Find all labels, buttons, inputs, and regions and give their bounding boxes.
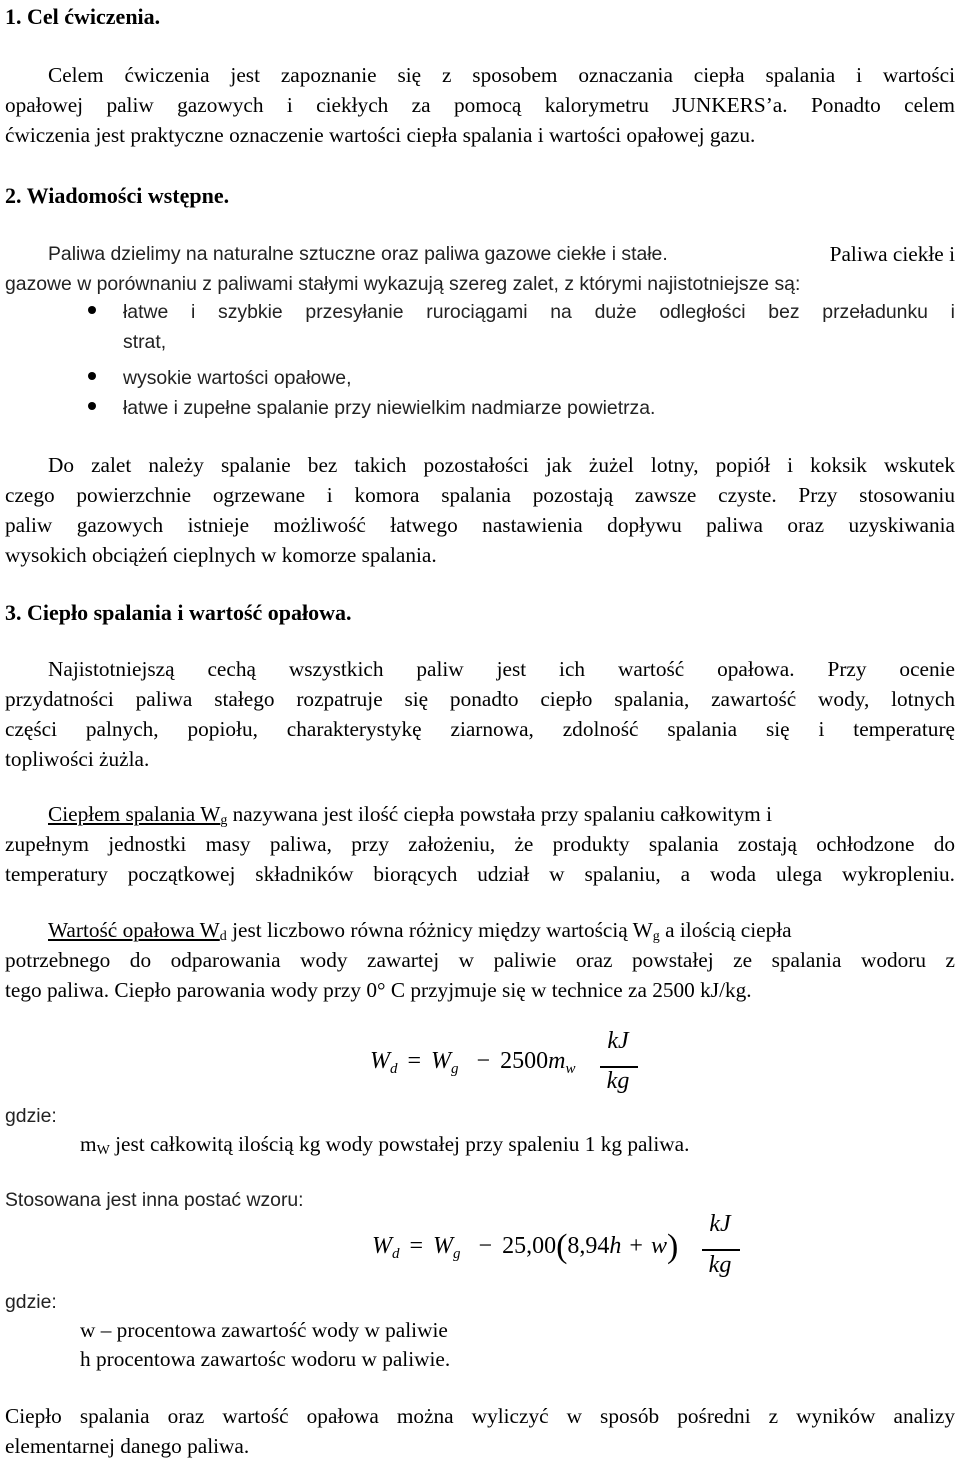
sec2-para2-line-2: czego powierzchnie ogrzewane i komora spalania pozostają zawsze czyste. Przy stosowaniu [5,483,955,507]
alt-formula-intro: Stosowana jest inna postać wzoru: [5,1189,304,1211]
sec3-para1-line-1: Najistotniejszą cechą wszystkich paliw jest ich wartość opałowa. Przy ocenie [48,657,955,681]
sec2-intro-line-2: gazowe w porównaniu z paliwami stałymi wykazują szereg zalet, z którymi najistotniejsze są: [5,273,801,295]
gdzie-label-1: gdzie: [5,1105,57,1127]
def1-line-2: zupełnym jednostki masy paliwa, przy założeniu, że produkty spalania zostają ochłodzone do [5,832,955,856]
sec3-para1-line-2: przydatności paliwa stałego rozpatruje się ponadto ciepło spalania, zawartość wody, lotnych [5,687,955,711]
def2-line-2: potrzebnego do odparowania wody zawartej w paliwie oraz powstałej ze spalania wodoru z [5,948,955,972]
sec2-intro-tail: Paliwa ciekłe i [829,242,955,266]
formula-1-unit-denominator: kg [606,1068,630,1094]
sec2-intro: Paliwa dzielimy na naturalne sztuczne oraz paliwa gazowe ciekłe i stałe. [48,243,668,265]
bullet-item-3: łatwe i zupełne spalanie przy niewielkim nadmiarze powietrza. [123,397,656,419]
sec2-para2-line-1: Do zalet należy spalanie bez takich pozostałości jak żużel lotny, popiół i koksik wskutek [48,453,955,477]
bullet-dot [88,306,96,314]
bullet-item-1-cont: strat, [123,331,167,353]
def-h: h procentowa zawartośc wodoru w paliwie. [80,1347,451,1371]
formula-2: $W_d = W_g - 25,00(8,94h + w)$ [372,1228,679,1265]
bullet-item-1: łatwe i szybkie przesyłanie rurociągami na duże odległości bez przeładunku i [123,301,955,323]
closing-line-2: elementarnej danego paliwa. [5,1434,250,1458]
sec1-line-2: opałowej paliw gazowych i ciekłych za pomocą kalorymetru JUNKERS’a. Ponadto celem [5,93,955,117]
bullet-item-2: wysokie wartości opałowe, [123,367,352,389]
section-1-heading: 1. Cel ćwiczenia. [5,4,161,29]
sec3-para1-line-3: części palnych, popiołu, charakterystykę ziarnowa, zdolność spalania się i temperaturę [5,717,955,741]
sec3-para1-line-4: topliwości żużla. [5,747,150,771]
mw-definition: $m_W$ jest całkowitą ilością kg wody powstałej przy spaleniu 1 kg paliwa. [80,1132,690,1158]
sec2-para2-line-4: wysokich obciążeń cieplnych w komorze spalania. [5,543,437,567]
sec2-para2-line-3: paliw gazowych istnieje możliwość łatwego nastawienia dopływu paliwa oraz uzyskiwania [5,513,955,537]
definition-heat-of-combustion: Ciepłem spalania $W_g$ nazywana jest ilość ciepła powstała przy spalaniu całkowitym i [48,802,772,828]
definition-calorific-value: Wartość opałowa $W_d$ jest liczbowo równa różnicy między wartością $W_g$ a ilością ciepła [48,918,792,944]
closing-line-1: Ciepło spalania oraz wartość opałowa można wyliczyć w sposób pośredni z wyników analizy [5,1404,955,1428]
sec1-line-3: ćwiczenia jest praktyczne oznaczenie wartości ciepła spalania i wartości opałowej gazu. [5,123,756,147]
bullet-dot [88,402,96,410]
def-w: w – procentowa zawartość wody w paliwie [80,1318,448,1342]
formula-2-unit-denominator: kg [708,1252,732,1278]
term-calorific-value: Wartość opałowa $W_d$ [48,918,227,944]
term-heat-of-combustion: Ciepłem spalania $W_g$ [48,802,228,828]
formula-1: $W_d = W_g - 2500m_w$ [370,1048,576,1077]
formula-2-unit-numerator: kJ [709,1211,731,1237]
bullet-dot [88,372,96,380]
formula-1-unit-numerator: kJ [607,1028,629,1054]
def2-line-3: tego paliwa. Ciepło parowania wody przy 0° C przyjmuje się w technice za 2500 kJ/kg. [5,978,752,1002]
sec1-line-1: Celem ćwiczenia jest zapoznanie się z sposobem oznaczania ciepła spalania i wartości [48,63,955,87]
section-3-heading: 3. Ciepło spalania i wartość opałowa. [5,600,352,625]
def1-line-3: temperatury początkowej składników biorących udział w spalaniu, a woda ulega wykropleniu. [5,862,955,886]
section-2-heading: 2. Wiadomości wstępne. [5,183,230,208]
gdzie-label-2: gdzie: [5,1291,57,1313]
